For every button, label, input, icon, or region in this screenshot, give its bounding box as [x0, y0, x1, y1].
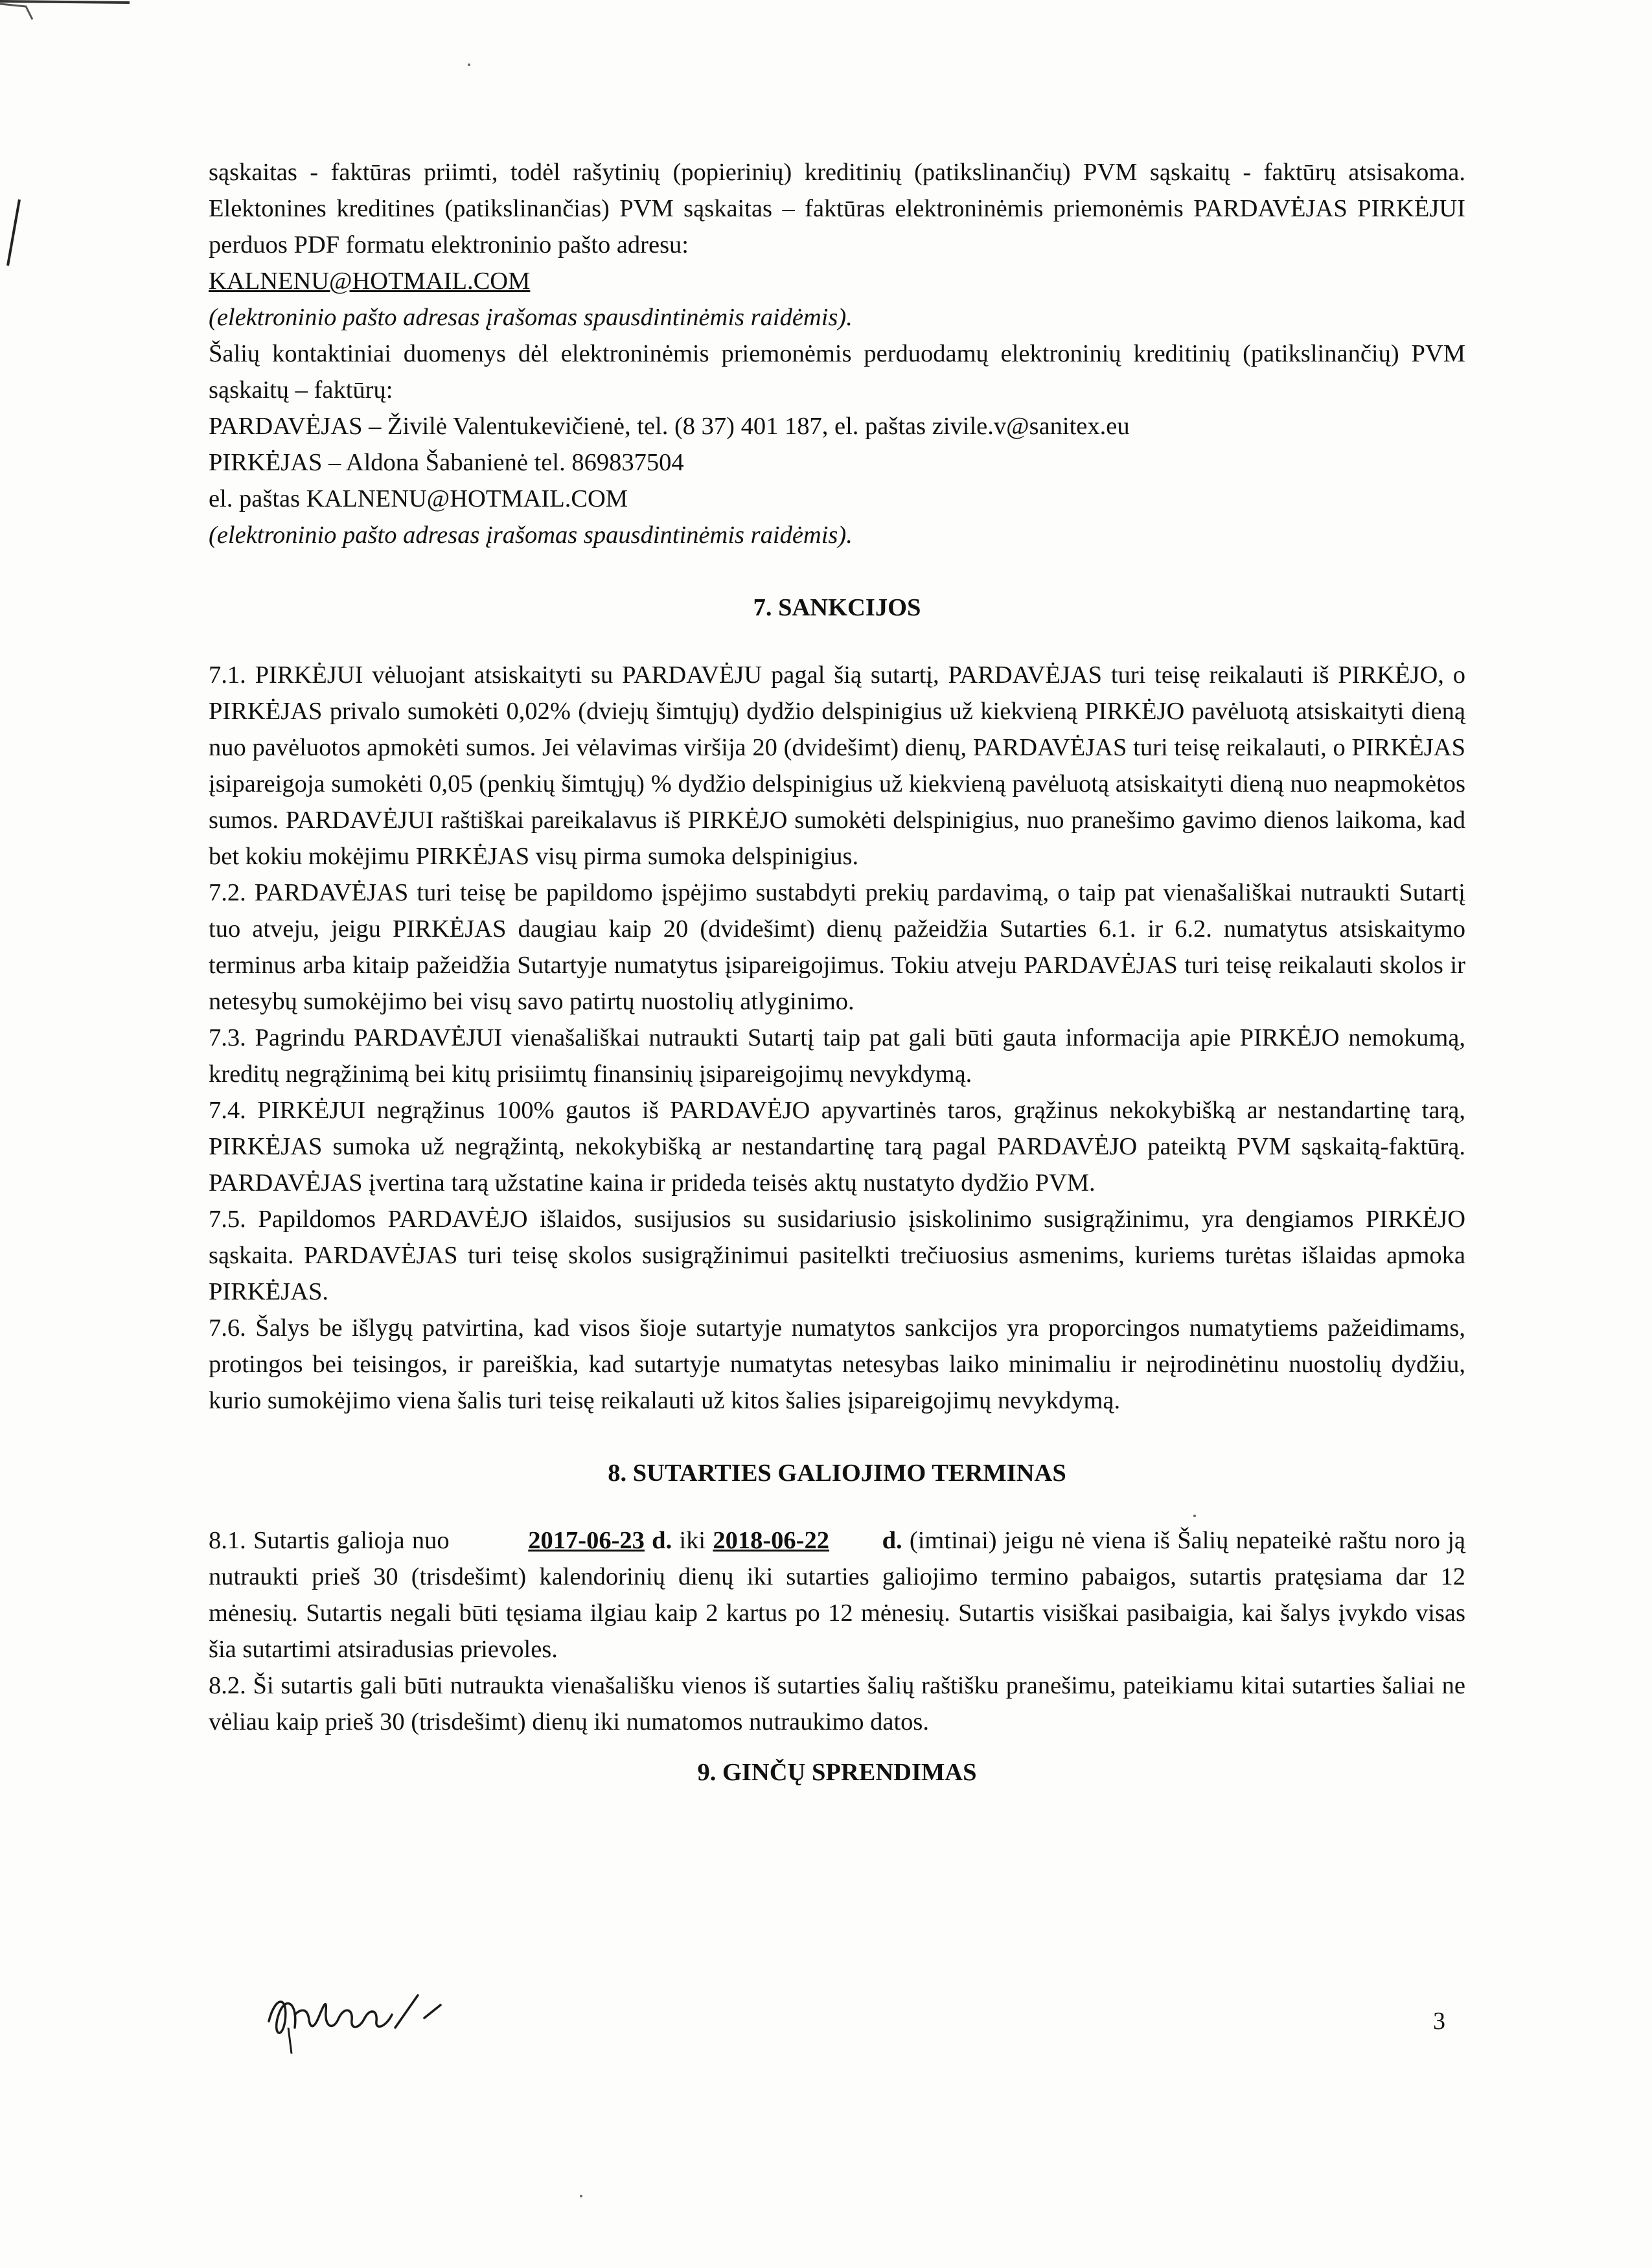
clause-7-2: 7.2. PARDAVĖJAS turi teisę be papildomo įspėjimo sustabdyti prekių pardavimą, o taip pat vienašališkai nutraukti Sutartį tuo atveju, jeigu PIRKĖJAS daugiau kaip 20 (dvidešimt) dienų pažeidžia Sutarties 6.1. ir 6.2. numatytus atsiskaitymo terminus arba kitaip pažeidžia Sutartyje numatytus įsipareigojimus. Tokiu atveju PARDAVĖJAS turi teisę reikalauti skolos ir netesybų sumokėjimo bei visų savo patirtų nuostolių atlyginimo.	[209, 879, 1465, 1015]
date-to: 2018-06-22	[713, 1527, 830, 1554]
clause-7-1: 7.1. PIRKĖJUI vėluojant atsiskaityti su PARDAVĖJU pagal šią sutartį, PARDAVĖJAS turi teisę reikalauti iš PIRKĖJO, o PIRKĖJAS privalo sumokėti 0,02% (dviejų šimtųjų) dydžio delspinigius už kiekvieną PIRKĖJO pavėluotą atsiskaityti dieną nuo pavėluotos apmokėti sumos. Jei vėlavimas viršija 20 (dvidešimt) dienų, PARDAVĖJAS turi teisę reikalauti, o PIRKĖJAS įsipareigoja sumokėti 0,05 (penkių šimtųjų) % dydžio delspinigius už kiekvieną pavėluotą atsiskaityti dieną nuo neapmokėtos sumos. PARDAVĖJUI raštiškai pareikalavus iš PIRKĖJO sumokėti delspinigius, nuo pranešimo gavimo dienos laikoma, kad bet kokiu mokėjimu PIRKĖJAS visų pirma sumoka delspinigius.	[209, 661, 1465, 870]
scan-dot	[580, 2195, 582, 2197]
email-note: (elektroninio pašto adresas įrašomas spausdintinėmis raidėmis).	[209, 521, 853, 549]
buyer-email: el. paštas KALNENU@HOTMAIL.COM	[209, 485, 628, 512]
clause-8-1-rest: (imtinai) jeigu nė viena iš Šalių nepateikė raštu noro ją nutraukti prieš 30 (trisdešimt) kalendorinių dienų iki sutarties galiojimo termino pabaigos, sutartis pratęsiama dar 12 mėnesių. Sutartis negali būti tęsiama ilgiau kaip 2 kartus po 12 mėnesių. Sutartis visiškai pasibaigia, kai šalys įvykdo visas šia sutartimi atsiradusias prievoles.	[209, 1527, 1466, 1663]
section-8-title: 8. SUTARTIES GALIOJIMO TERMINAS	[608, 1460, 1066, 1487]
contacts-intro: Šalių kontaktiniai duomenys dėl elektroninėmis priemonėmis perduodamų elektroninių kreditinių (patikslinančių) PVM sąskaitų – faktūrų:	[209, 340, 1465, 404]
document-body	[209, 154, 1465, 1791]
scan-dot	[468, 63, 470, 66]
clause-8-1-lead: 8.1. Sutartis galioja nuo	[209, 1527, 450, 1554]
day-suffix: d.	[882, 1527, 902, 1554]
seller-contact: PARDAVĖJAS – Živilė Valentukevičienė, tel. (8 37) 401 187, el. paštas zivile.v@sanitex.eu	[209, 413, 1130, 440]
page-number: 3	[1433, 2008, 1445, 2035]
section-9-title: 9. GINČŲ SPRENDIMAS	[697, 1759, 977, 1786]
buyer-contact: PIRKĖJAS – Aldona Šabanienė tel. 869837504	[209, 449, 684, 476]
paragraph-einvoice: sąskaitas - faktūras priimti, todėl rašytinių (popierinių) kreditinių (patikslinančių) PVM sąskaitų - faktūrų atsisakoma. Elektonines kreditines (patikslinančias) PVM sąskaitas – faktūras elektroninėmis priemonėmis PARDAVĖJAS PIRKĖJUI perduos PDF formatu elektroninio pašto adresu:	[209, 159, 1465, 258]
date-from: 2017-06-23	[528, 1527, 645, 1554]
until-word: iki	[679, 1527, 706, 1554]
pen-stroke-icon	[0, 194, 26, 272]
email-note: (elektroninio pašto adresas įrašomas spausdintinėmis raidėmis).	[209, 304, 853, 331]
clause-7-5: 7.5. Papildomos PARDAVĖJO išlaidos, susijusios su susidariusio įsiskolinimo susigrąžinimu, yra dengiamos PIRKĖJO sąskaita. PARDAVĖJAS turi teisę skolos susigrąžinimui pasitelkti trečiuosius asmenims, kuriems turėtas išlaidas apmoka PIRKĖJAS.	[209, 1206, 1465, 1305]
clause-7-6: 7.6. Šalys be išlygų patvirtina, kad visos šioje sutartyje numatytos sankcijos yra proporcingos numatytiems pažeidimams, protingos bei teisingos, ir pareiškia, kad sutartyje numatytas netesybas laiko minimaliu ir neįrodinėtinu nuostolių dydžiu, kurio sumokėjimo viena šalis turi teisę reikalauti už kitos šalies įsipareigojimų nevykdymą.	[209, 1314, 1465, 1414]
clause-8-1	[209, 1522, 1465, 1667]
signature-icon	[262, 1982, 476, 2060]
day-suffix: d.	[652, 1527, 672, 1554]
section-7-title: 7. SANKCIJOS	[753, 594, 921, 621]
scan-mark-icon	[0, 0, 143, 26]
email-address: KALNENU@HOTMAIL.COM	[209, 268, 531, 295]
clause-8-2: 8.2. Ši sutartis gali būti nutraukta vienašališku vienos iš sutarties šalių raštišku pranešimu, pateikiamu kitai sutarties šaliai ne vėliau kaip prieš 30 (trisdešimt) dienų iki numatomos nutraukimo datos.	[209, 1672, 1465, 1735]
clause-7-4: 7.4. PIRKĖJUI negrąžinus 100% gautos iš PARDAVĖJO apyvartinės taros, grąžinus nekokybišką ar nestandartinę tarą, PIRKĖJAS sumoka už negrąžintą, nekokybišką ar nestandartinę tarą pagal PARDAVĖJO pateiktą PVM sąskaitą-faktūrą. PARDAVĖJAS įvertina tarą užstatine kaina ir prideda teisės aktų nustatyto dydžio PVM.	[209, 1097, 1465, 1197]
clause-7-3: 7.3. Pagrindu PARDAVĖJUI vienašališkai nutraukti Sutartį taip pat gali būti gauta informacija apie PIRKĖJO nemokumą, kreditų negrąžinimą bei kitų prisiimtų finansinių įsipareigojimų nevykdymą.	[209, 1024, 1465, 1088]
